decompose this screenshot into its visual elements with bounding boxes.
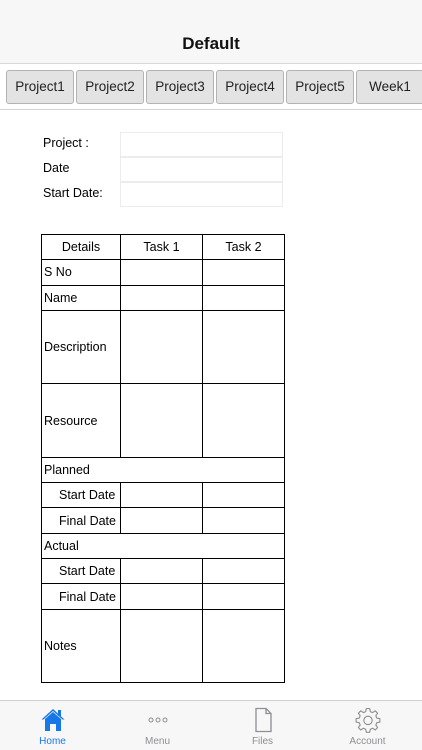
cell-actual-final-task-2[interactable] xyxy=(203,584,285,609)
row-label-planned-start-date: Start Date xyxy=(42,483,121,508)
tab-week1[interactable]: Week1 xyxy=(356,70,422,104)
cell-resource-task-1[interactable] xyxy=(121,384,203,458)
cell-planned-final-task-2[interactable] xyxy=(203,508,285,533)
header-details: Details xyxy=(42,235,121,260)
row-label-actual-start-date: Start Date xyxy=(42,559,121,584)
tab-project2[interactable]: Project2 xyxy=(76,70,144,104)
project-tab-strip xyxy=(0,64,422,110)
cell-name-task-2[interactable] xyxy=(203,285,285,310)
section-label-actual: Actual xyxy=(42,533,285,558)
tabbar-menu[interactable] xyxy=(105,701,210,750)
project-label: Project : xyxy=(43,136,89,150)
tab-project4[interactable]: Project4 xyxy=(216,70,284,104)
date-row xyxy=(43,157,283,182)
bottom-tab-bar xyxy=(0,700,422,750)
tab-project1[interactable]: Project1 xyxy=(6,70,74,104)
row-label-s-no: S No xyxy=(42,260,121,285)
cell-actual-final-task-1[interactable] xyxy=(121,584,203,609)
project-input[interactable] xyxy=(120,132,283,157)
row-label-resource: Resource xyxy=(42,384,121,458)
section-label-planned: Planned xyxy=(42,457,285,482)
table-row xyxy=(42,457,285,482)
cell-planned-start-task-2[interactable] xyxy=(203,483,285,508)
navigation-bar xyxy=(0,0,422,64)
task-table xyxy=(41,234,285,683)
cell-notes-task-2[interactable] xyxy=(203,609,285,683)
file-icon xyxy=(249,706,277,734)
table-row xyxy=(42,483,285,508)
tabbar-menu-label: Menu xyxy=(144,736,170,747)
cell-actual-start-task-2[interactable] xyxy=(203,559,285,584)
table-row xyxy=(42,609,285,683)
table-row xyxy=(42,584,285,609)
row-label-notes: Notes xyxy=(42,609,121,683)
menu-dots-icon xyxy=(144,706,172,734)
header-task-1: Task 1 xyxy=(121,235,203,260)
row-label-planned-final-date: Final Date xyxy=(42,508,121,533)
tab-project3[interactable]: Project3 xyxy=(146,70,214,104)
home-icon xyxy=(39,706,67,734)
tabbar-home[interactable] xyxy=(0,701,105,750)
table-row xyxy=(42,559,285,584)
cell-s-no-task-2[interactable] xyxy=(203,260,285,285)
tabbar-account-label: Account xyxy=(349,736,386,747)
page-title: Default xyxy=(182,34,240,53)
cell-notes-task-1[interactable] xyxy=(121,609,203,683)
cell-planned-start-task-1[interactable] xyxy=(121,483,203,508)
table-header-row xyxy=(42,235,285,260)
cell-description-task-1[interactable] xyxy=(121,310,203,384)
table-row xyxy=(42,285,285,310)
gear-icon xyxy=(354,706,382,734)
tabbar-files[interactable] xyxy=(210,701,315,750)
cell-resource-task-2[interactable] xyxy=(203,384,285,458)
cell-description-task-2[interactable] xyxy=(203,310,285,384)
start-date-label: Start Date: xyxy=(43,186,103,200)
table-row xyxy=(42,533,285,558)
tabbar-files-label: Files xyxy=(251,736,274,747)
cell-s-no-task-1[interactable] xyxy=(121,260,203,285)
row-label-name: Name xyxy=(42,285,121,310)
tab-project5[interactable]: Project5 xyxy=(286,70,354,104)
cell-actual-start-task-1[interactable] xyxy=(121,559,203,584)
table-row xyxy=(42,508,285,533)
cell-planned-final-task-1[interactable] xyxy=(121,508,203,533)
tabbar-home-label: Home xyxy=(39,736,66,747)
row-label-actual-final-date: Final Date xyxy=(42,584,121,609)
tabbar-account[interactable] xyxy=(315,701,420,750)
project-row xyxy=(43,132,283,157)
cell-name-task-1[interactable] xyxy=(121,285,203,310)
date-label: Date xyxy=(43,161,70,175)
header-task-2: Task 2 xyxy=(203,235,285,260)
row-label-description: Description xyxy=(42,310,121,384)
start-date-row xyxy=(43,182,283,207)
table-row xyxy=(42,384,285,458)
table-row xyxy=(42,310,285,384)
date-input[interactable] xyxy=(120,157,283,182)
table-row xyxy=(42,260,285,285)
start-date-input[interactable] xyxy=(120,182,283,207)
